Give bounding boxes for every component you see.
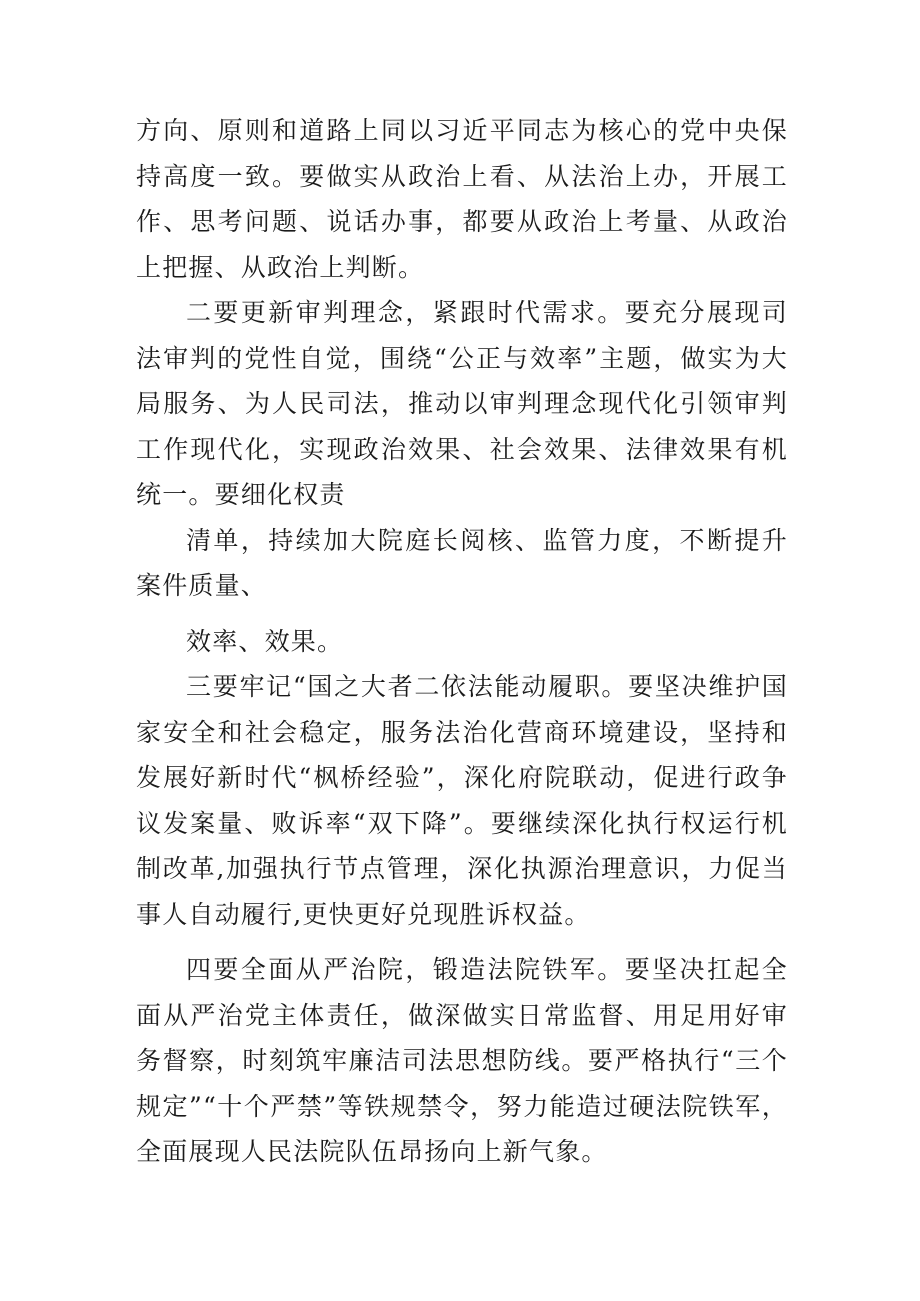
paragraph-1: 方向、原则和道路上同以习近平同志为核心的党中央保持高度一致。要做实从政治上看、从法治上办，开展工作、思考问题、说话办事，都要从政治上考量、从政治上把握、从政治上判断。 (136, 116, 788, 282)
paragraph-6: 四要全面从严治院，锻造法院铁军。要坚决扛起全面从严治党主体责任，做深做实日常监督、用足用好审务督察，时刻筑牢廉洁司法思想防线。要严格执行“三个规定”“十个严禁”等铁规禁令，努力能造过硬法院铁军，全面展现人民法院队伍昂扬向上新气象。 (136, 955, 788, 1166)
document-body (136, 108, 788, 1175)
paragraph-2: 二要更新审判理念，紧跟时代需求。要充分展现司法审判的党性自觉，围绕“公正与效率”主题，做实为大局服务、为人民司法，推动以审判理念现代化引领审判工作现代化，实现政治效果、社会效果、法律效果有机统一。要细化权责 (136, 298, 788, 509)
paragraph-4: 效率、效果。 (186, 626, 344, 656)
paragraph-3: 清单，持续加大院庭长阅核、监管力度，不断提升案件质量、 (136, 525, 788, 600)
paragraph-5: 三要牢记“国之大者二依法能动履职。要坚决维护国家安全和社会稳定，服务法治化营商环境建设，坚持和发展好新时代“枫桥经验”，深化府院联动，促进行政争议发案量、败诉率“双下降”。要继续深化执行权运行机制改革,加强执行节点管理，深化执源治理意识，力促当事人自动履行,更快更好兑现胜诉权益。 (136, 672, 788, 929)
